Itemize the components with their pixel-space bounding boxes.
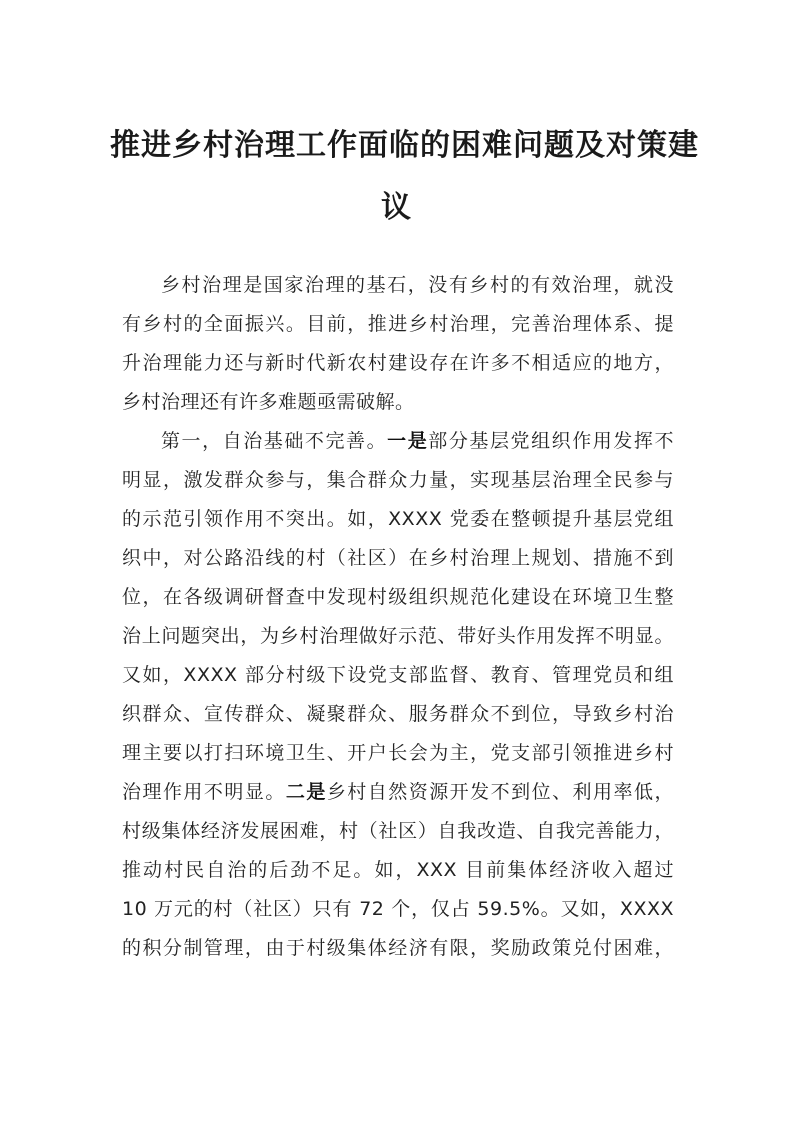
paragraph-line: 村级集体经济发展困难，村（社区）自我改造、自我完善能力， <box>122 820 674 842</box>
paragraph-text: 治理作用不明显。 <box>122 781 286 803</box>
paragraph-line: 织中，对公路沿线的村（社区）在乡村治理上规划、措施不到 <box>122 547 674 569</box>
paragraph-line: 又如，XXXX 部分村级下设党支部监督、教育、管理党员和组 <box>122 664 674 686</box>
paragraph-line: 位，在各级调研督查中发现村级组织规范化建设在环境卫生整 <box>122 586 674 608</box>
paragraph-line: 乡村治理是国家治理的基石，没有乡村的有效治理，就没 <box>161 274 674 296</box>
paragraph-line: 乡村治理还有许多难题亟需破解。 <box>122 391 415 413</box>
paragraph-line: 升治理能力还与新时代新农村建设存在许多不相适应的地方， <box>122 352 674 374</box>
paragraph-line <box>122 775 674 809</box>
paragraph-line: 治上问题突出，为乡村治理做好示范、带好头作用发挥不明显。 <box>122 625 674 647</box>
paragraph-line: 10 万元的村（社区）只有 72 个，仅占 59.5%。又如，XXXX <box>122 898 674 920</box>
paragraph-text: 乡村自然资源开发不到位、利用率低， <box>326 781 674 803</box>
paragraph-line: 理主要以打扫环境卫生、开户长会为主，党支部引领推进乡村 <box>122 742 674 764</box>
bold-marker: 二是 <box>285 781 327 803</box>
document-title-line-1: 推进乡村治理工作面临的困难问题及对策建 <box>110 128 699 163</box>
paragraph-line <box>161 424 674 458</box>
paragraph-line: 的积分制管理，由于村级集体经济有限，奖励政策兑付困难， <box>122 937 674 959</box>
paragraph-line: 的示范引领作用不突出。如，XXXX 党委在整顿提升基层党组 <box>122 508 674 530</box>
paragraph-line: 推动村民自治的后劲不足。如，XXX 目前集体经济收入超过 <box>122 859 674 881</box>
bold-marker: 一是 <box>387 430 429 452</box>
paragraph-text: 部分基层党组织作用发挥不 <box>428 430 674 452</box>
paragraph-text: 第一，自治基础不完善。 <box>161 430 388 452</box>
paragraph-line: 有乡村的全面振兴。目前，推进乡村治理，完善治理体系、提 <box>122 313 674 335</box>
paragraph-line: 明显，激发群众参与，集合群众力量，实现基层治理全民参与 <box>122 469 674 491</box>
paragraph-line: 织群众、宣传群众、凝聚群众、服务群众不到位，导致乡村治 <box>122 703 674 725</box>
document-title-line-2: 议 <box>381 190 412 225</box>
